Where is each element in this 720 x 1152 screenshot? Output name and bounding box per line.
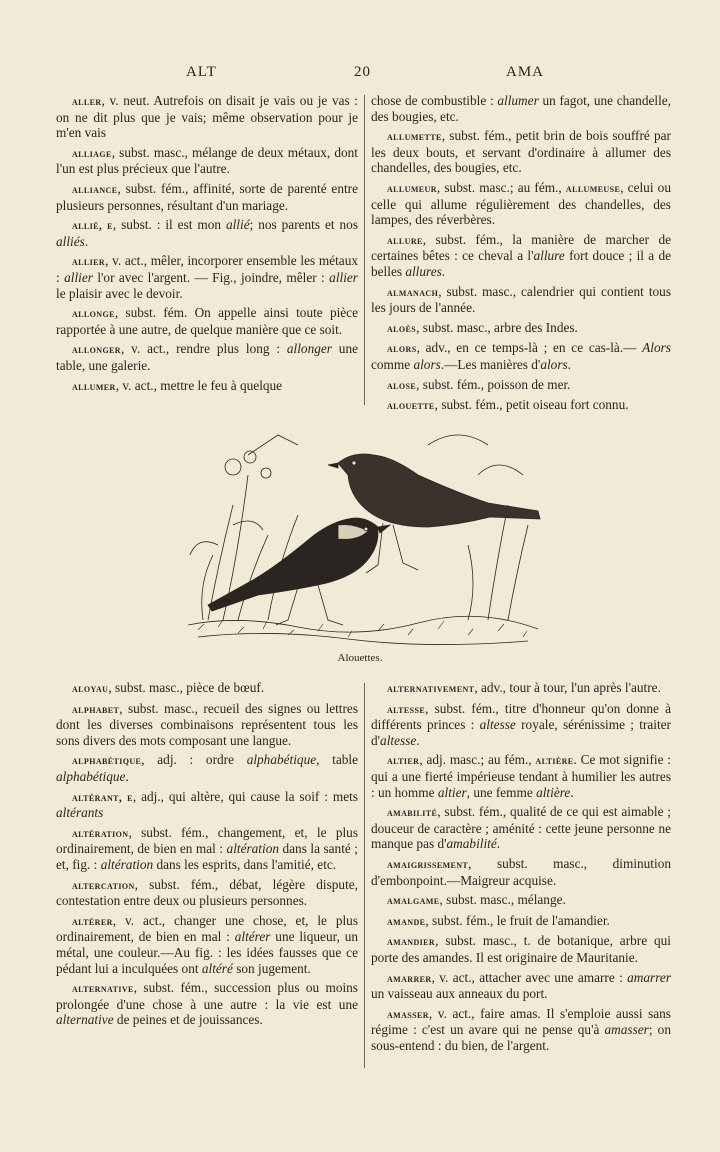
entry-text: . [416, 732, 420, 748]
entry-example-italic: alors [413, 356, 441, 372]
dictionary-entry [56, 341, 358, 373]
entry-text: comme [371, 356, 414, 372]
column-top-right [371, 93, 671, 418]
dictionary-entry [371, 701, 671, 749]
entry-example-italic: alliés [56, 233, 85, 249]
entry-text: , subst. fém., petit oiseau fort connu. [434, 397, 629, 413]
entry-text: , subst. masc., arbre des Indes. [416, 319, 578, 335]
entry-headword: aloès [387, 321, 417, 335]
entry-text: , subst. : il est mon [112, 217, 226, 233]
dictionary-entry [56, 145, 358, 177]
dictionary-entry [371, 1006, 671, 1054]
dictionary-entry [56, 305, 358, 337]
entry-text: , subst. fém., qualité de ce qui est aimable ; douceur de caractère ; aménité : cette jeune personne ne manque pas d' [371, 804, 671, 852]
entry-example-italic: altérer [234, 929, 271, 945]
dictionary-entry [56, 789, 358, 821]
dictionary-entry [56, 701, 358, 749]
entry-example-italic: amabilité [446, 836, 497, 852]
entry-example-italic: alors [540, 356, 568, 372]
entry-headword: altercation [72, 878, 135, 892]
entry-headword: amandier [387, 935, 436, 949]
entry-text: , subst. fém., succession plus ou moins prolongée d'une chose à une autre : la vie est une [56, 980, 358, 1012]
entry-text: , table [316, 752, 358, 768]
dictionary-entry [371, 970, 671, 1002]
entry-headword: aller [72, 95, 102, 108]
entry-text: , subst. masc., mélange de deux métaux, dont l'un est plus précieux que l'autre. [56, 144, 358, 177]
entry-headword: alphabétique [72, 754, 142, 768]
entry-example-italic: altération [100, 856, 154, 872]
page-number: 20 [354, 64, 371, 80]
entry-text: une liqueur, un métal, une couleur.—Au fig. : les idées fausses que ce pédant lui a inculquées ont [56, 929, 358, 976]
entry-example-italic: altérants [56, 805, 104, 821]
dictionary-entry [371, 340, 671, 372]
entry-text: dans les esprits, dans l'amitié, etc. [153, 856, 337, 872]
entry-headword: aloyau [72, 682, 109, 695]
entry-example-italic: altesse [380, 732, 417, 748]
entry-text: .—Les manières d' [440, 356, 541, 372]
dictionary-entry [371, 377, 671, 394]
entry-headword: allumer [72, 379, 116, 393]
entry-text: , subst. masc., pièce de bœuf. [108, 680, 265, 695]
dictionary-entry [371, 397, 671, 414]
entry-example-italic: allure [533, 248, 565, 264]
entry-headword: altier [387, 754, 420, 768]
dictionary-entry [56, 253, 358, 301]
entry-text: , celui ou celle qui allume régulièrement des chandelles, des lampes, des réverbères. [371, 179, 671, 228]
dictionary-entry [56, 217, 358, 249]
entry-headword: amasser [387, 1007, 429, 1021]
entry-text: , v. act., rendre plus long : [121, 341, 287, 357]
entry-headword: alouette [387, 399, 435, 413]
entry-text: , une femme [466, 784, 537, 800]
entry-example-italic: altération [226, 841, 279, 857]
entry-example-italic: allonger [286, 341, 332, 357]
entry-text: un vaisseau aux anneaux du port. [371, 986, 548, 1002]
entry-headword: amarrer [387, 971, 432, 985]
entry-text: , subst. fém., affinité, sorte de parenté entre plusieurs personnes, résultant d'un mariage. [56, 180, 358, 213]
entry-example-italic: allier [329, 269, 358, 285]
entry-text: , v. act., mêler, incorporer ensemble les métaux : [56, 253, 358, 285]
entry-headword: alternativement [387, 682, 475, 695]
entry-headword: allure [387, 233, 423, 247]
dictionary-entry [56, 181, 358, 213]
entry-text: un fagot, une chandelle, des bougies, etc. [371, 93, 671, 124]
entry-headword: alliage [72, 146, 112, 160]
entry-text: . [570, 784, 574, 800]
entry-text: fort douce ; il a de belles [371, 248, 671, 279]
dictionary-entry [371, 93, 671, 124]
entry-text: ; nos parents et nos [249, 217, 358, 233]
entry-example-italic: allié [225, 217, 250, 233]
dictionary-entry [371, 933, 671, 965]
entry-text: le plaisir avec le devoir. [56, 285, 183, 301]
column-divider-bottom [364, 683, 365, 1068]
entry-text: , subst. fém., changement, et, le plus ordinairement, de bien en mal : [56, 824, 358, 857]
entry-headword: alliance [72, 182, 118, 196]
entry-text: allumeuse [565, 181, 621, 195]
dictionary-entry [371, 128, 671, 176]
entry-text: , v. neut. Autrefois on disait je vais ou je vas : on ne dit plus que je vais; même observation pour je m'en vais [56, 93, 358, 141]
entry-example-italic: allumer [497, 93, 539, 108]
column-divider-top [364, 95, 365, 405]
column-top-left [56, 93, 358, 398]
entry-headword: allonge [72, 307, 115, 321]
entry-text: , adv., tour à tour, l'un après l'autre. [474, 680, 661, 695]
entry-headword: allier [72, 255, 106, 269]
entry-text: , subst. fém. On appelle ainsi toute pièce rapportée à une autre, de quelque manière que ce soit. [56, 305, 358, 337]
dictionary-entry [371, 320, 671, 337]
entry-text: . [125, 768, 129, 784]
dictionary-entry [56, 825, 358, 873]
entry-text: dans la santé ; et, fig. : [56, 841, 358, 872]
running-header [0, 64, 720, 86]
entry-headword: altérant, e [72, 790, 133, 804]
entry-headword: altération [72, 826, 129, 840]
header-left-guide-word: ALT [186, 64, 217, 80]
dictionary-entry [371, 284, 671, 316]
dictionary-entry [56, 752, 358, 784]
entry-text: , subst. fém., titre d'honneur qu'on donne à différents princes : [371, 700, 671, 733]
entry-headword: allumeur [387, 181, 437, 195]
entry-text: , adj. masc.; au fém., [419, 752, 536, 768]
dictionary-entry [371, 804, 671, 852]
entry-text: une table, une galerie. [56, 341, 358, 373]
entry-example-italic: alternative [56, 1012, 114, 1028]
entry-text: , adj. : ordre [141, 752, 247, 768]
entry-example-italic: altéré [201, 960, 233, 976]
entry-headword: almanach [387, 285, 439, 299]
dictionary-entry [371, 856, 671, 888]
entry-text: , v. act., attacher avec une amarre : [431, 969, 628, 985]
dictionary-entry [56, 680, 358, 697]
entry-example-italic: altier [437, 784, 467, 800]
entry-text: . Ce mot signifie : qui a une fierté impérieuse tendant à humilier les autres : un homme [371, 752, 672, 800]
entry-headword: alose [387, 378, 417, 392]
entry-text: , adv., en ce temps-là ; en ce cas-là.— [416, 340, 643, 356]
entry-text: , subst. masc., calendrier qui contient tous les jours de l'année. [371, 283, 671, 316]
entry-example-italic: allier [64, 269, 93, 285]
entry-text: . [84, 233, 89, 249]
entry-headword: altesse [387, 702, 426, 716]
entry-headword: amalgame [387, 894, 440, 908]
entry-text: , subst. fém., petit brin de bois souffré par les deux bouts, et servant d'ordinaire à allumer des chandelles, des bougies, etc. [371, 128, 671, 176]
dictionary-entry [371, 680, 671, 697]
entry-example-italic: alphabétique [246, 752, 317, 768]
entry-headword: altérer [72, 914, 113, 928]
entry-text: , adj., qui altère, qui cause la soif : mets [132, 788, 358, 804]
dictionary-entry [371, 752, 671, 800]
entry-headword: allonger [72, 343, 121, 357]
dictionary-entry [371, 180, 671, 228]
column-bottom-left [56, 680, 358, 1032]
entry-text: , subst. fém., poisson de mer. [416, 376, 571, 392]
dictionary-entry [56, 877, 358, 909]
entry-text: , subst. fém., la manière de marcher de certaines bêtes : ce cheval a l' [371, 231, 671, 264]
dictionary-entry [56, 93, 358, 141]
dictionary-entry [371, 913, 671, 930]
entry-text: . [441, 263, 446, 279]
entry-text: , subst. masc.; au fém., [436, 179, 566, 195]
header-right-guide-word: AMA [506, 64, 545, 80]
entry-headword: amaigrissement [387, 857, 469, 871]
entry-headword: amabilité [387, 806, 438, 820]
entry-example-italic: altesse [479, 717, 516, 733]
entry-text: , v. act., mettre le feu à quelque [115, 377, 283, 393]
dictionary-entry [56, 980, 358, 1028]
entry-text: altière [535, 754, 574, 768]
entry-example-italic: amasser [604, 1022, 649, 1038]
entry-text: . [567, 356, 571, 372]
entry-text: , subst. fém., débat, légère dispute, contestation entre deux ou plusieurs personnes. [56, 876, 358, 909]
entry-text: , v. act., changer une chose, et, le plus ordinairement, de bien en mal : [56, 912, 358, 945]
larks-illustration [178, 415, 550, 650]
entry-example-italic: amarrer [627, 969, 671, 985]
entry-text: son jugement. [232, 960, 311, 976]
entry-headword: amande [387, 914, 426, 928]
entry-headword: alternative [72, 982, 134, 996]
entry-example-italic: altière [536, 784, 571, 800]
dictionary-entry [56, 913, 358, 976]
entry-example-italic: alphabétique [56, 768, 126, 784]
entry-text: de peines et de jouissances. [113, 1012, 263, 1028]
entry-text: , subst. masc., diminution d'embonpoint.—Maigreur acquise. [371, 855, 671, 888]
entry-text: . [496, 836, 501, 852]
dictionary-entry [56, 378, 358, 395]
dictionary-entry [371, 892, 671, 909]
entry-text: ; on sous-entend : du bien, de l'argent. [371, 1022, 671, 1053]
entry-headword: alphabet [72, 702, 120, 716]
entry-example-italic: Alors [642, 340, 671, 356]
entry-text: , subst. fém., le fruit de l'amandier. [425, 912, 610, 928]
entry-text: , subst. masc., t. de botanique, arbre qui porte des amandes. Il est originaire de Mauritanie. [371, 933, 671, 965]
entry-text: royale, sérénissime ; traiter d' [371, 717, 671, 748]
entry-text: , subst. masc., mélange. [439, 892, 566, 908]
entry-text: , v. act., faire amas. Il s'emploie aussi sans régime : c'est un avare qui ne pense qu'à [371, 1005, 671, 1038]
entry-headword: allumette [387, 130, 442, 144]
entry-example-italic: allures [405, 263, 442, 279]
entry-text: , subst. masc., recueil des signes ou lettres dont les diverses combinaisons représentent tous les sons divers des mots composant une langue. [56, 700, 358, 748]
entry-text: l'or avec l'argent. — Fig., joindre, mêler : [92, 269, 330, 285]
illustration-caption: Alouettes. [337, 652, 383, 664]
dictionary-entry [371, 232, 671, 280]
entry-headword: allié, e [72, 219, 113, 233]
entry-text: chose de combustible : [371, 93, 498, 108]
entry-headword: alors [387, 342, 417, 356]
column-bottom-right [371, 680, 671, 1057]
